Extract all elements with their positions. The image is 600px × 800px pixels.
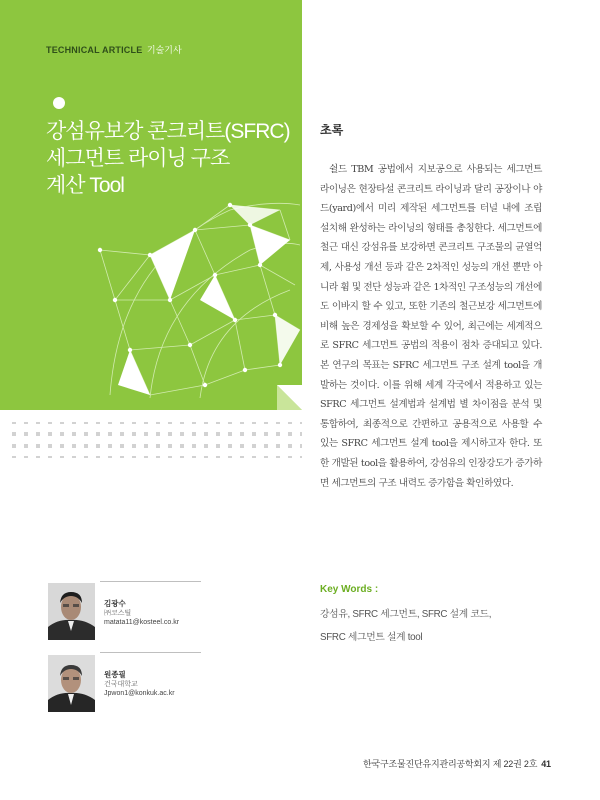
- journal-name: 한국구조물진단유지관리공학회지 제 22권 2호: [363, 759, 538, 769]
- author-name-1: 김광수: [104, 599, 126, 608]
- category-sub: 기술기사: [146, 45, 182, 55]
- title-line-1: 강섬유보강 콘크리트(SFRC): [46, 120, 290, 143]
- author-email-2: Jpwon1@konkuk.ac.kr: [104, 690, 175, 697]
- title-bullet-icon: [53, 97, 65, 109]
- author-email-1: matata11@kosteel.co.kr: [104, 619, 180, 626]
- hero-panel: [0, 0, 302, 410]
- keywords-heading: Key Words :: [320, 584, 379, 595]
- page-fold-corner: [277, 385, 302, 410]
- abstract-heading: 초록: [320, 123, 344, 137]
- title-line-2: 세그먼트 라이닝 구조: [46, 147, 230, 170]
- title-line-3: 계산 Tool: [46, 174, 124, 197]
- author-photo-2: [48, 655, 95, 712]
- page-footer: [363, 757, 551, 770]
- author-divider: [100, 652, 201, 653]
- keywords-line-1: 강섬유, SFRC 세그먼트, SFRC 설계 코드,: [320, 609, 492, 620]
- author-photo-1: [48, 583, 95, 640]
- author-name-2: 원종필: [104, 670, 126, 679]
- abstract-body: 쉴드 TBM 공법에서 지보공으로 사용되는 세그먼트 라이닝은 현장타설 콘크리트 라이닝과 달리 공장이나 야드(yard)에서 미리 제작된 세그먼트를 터널 내에 조립 설치해 완성하는 라이닝의 형태를 총칭한다. 세그먼트에 철근 대신 강섬유를 보강하면 콘크리트 구조물의 균열억제, 사용성 개선 등과 같은 2차적인 성능의 개선 뿐만 아니라 휨 및 전단 성능과 같은 1차적인 구조성능의 개선에도 이바지 할 수 있고, 또한 기존의 철근보강 세그먼트에 비해 높은 경제성을 확보할 수 있어, 최근에는 세계적으로 SFRC 세그먼트 공법의 적용이 점차 증대되고 있다. 본 연구의 목표는 SFRC 세그먼트 구조 설계 tool을 개발하는 것이다. 이를 위해 세계 각국에서 적용하고 있는 SFRC 세그먼트 설계법과 설계법 별 차이점을 분석 및 통합하여, 최종적으로 간편하고 공용적으로 사용할 수 있는 SFRC 세그먼트 설계 tool을 제시하고자 한다. 또한 개발된 tool을 활용하여, 강섬유의 인장강도가 증가하면 세그먼트의 구조 내력도 증가함을 확인하였다.: [320, 164, 542, 489]
- author-divider: [100, 581, 201, 582]
- author-affiliation-2: 건국대학교: [104, 681, 138, 688]
- keywords-line-2: SFRC 세그먼트 설계 tool: [320, 632, 423, 643]
- author-affiliation-1: ㈜코스틸: [104, 610, 132, 617]
- dotted-pattern: [0, 420, 302, 458]
- globe-network-graphic: [0, 0, 302, 410]
- article-category: [46, 43, 182, 56]
- article-title: [46, 118, 296, 199]
- category-label: TECHNICAL ARTICLE: [46, 45, 143, 55]
- page-number: 41: [541, 759, 551, 769]
